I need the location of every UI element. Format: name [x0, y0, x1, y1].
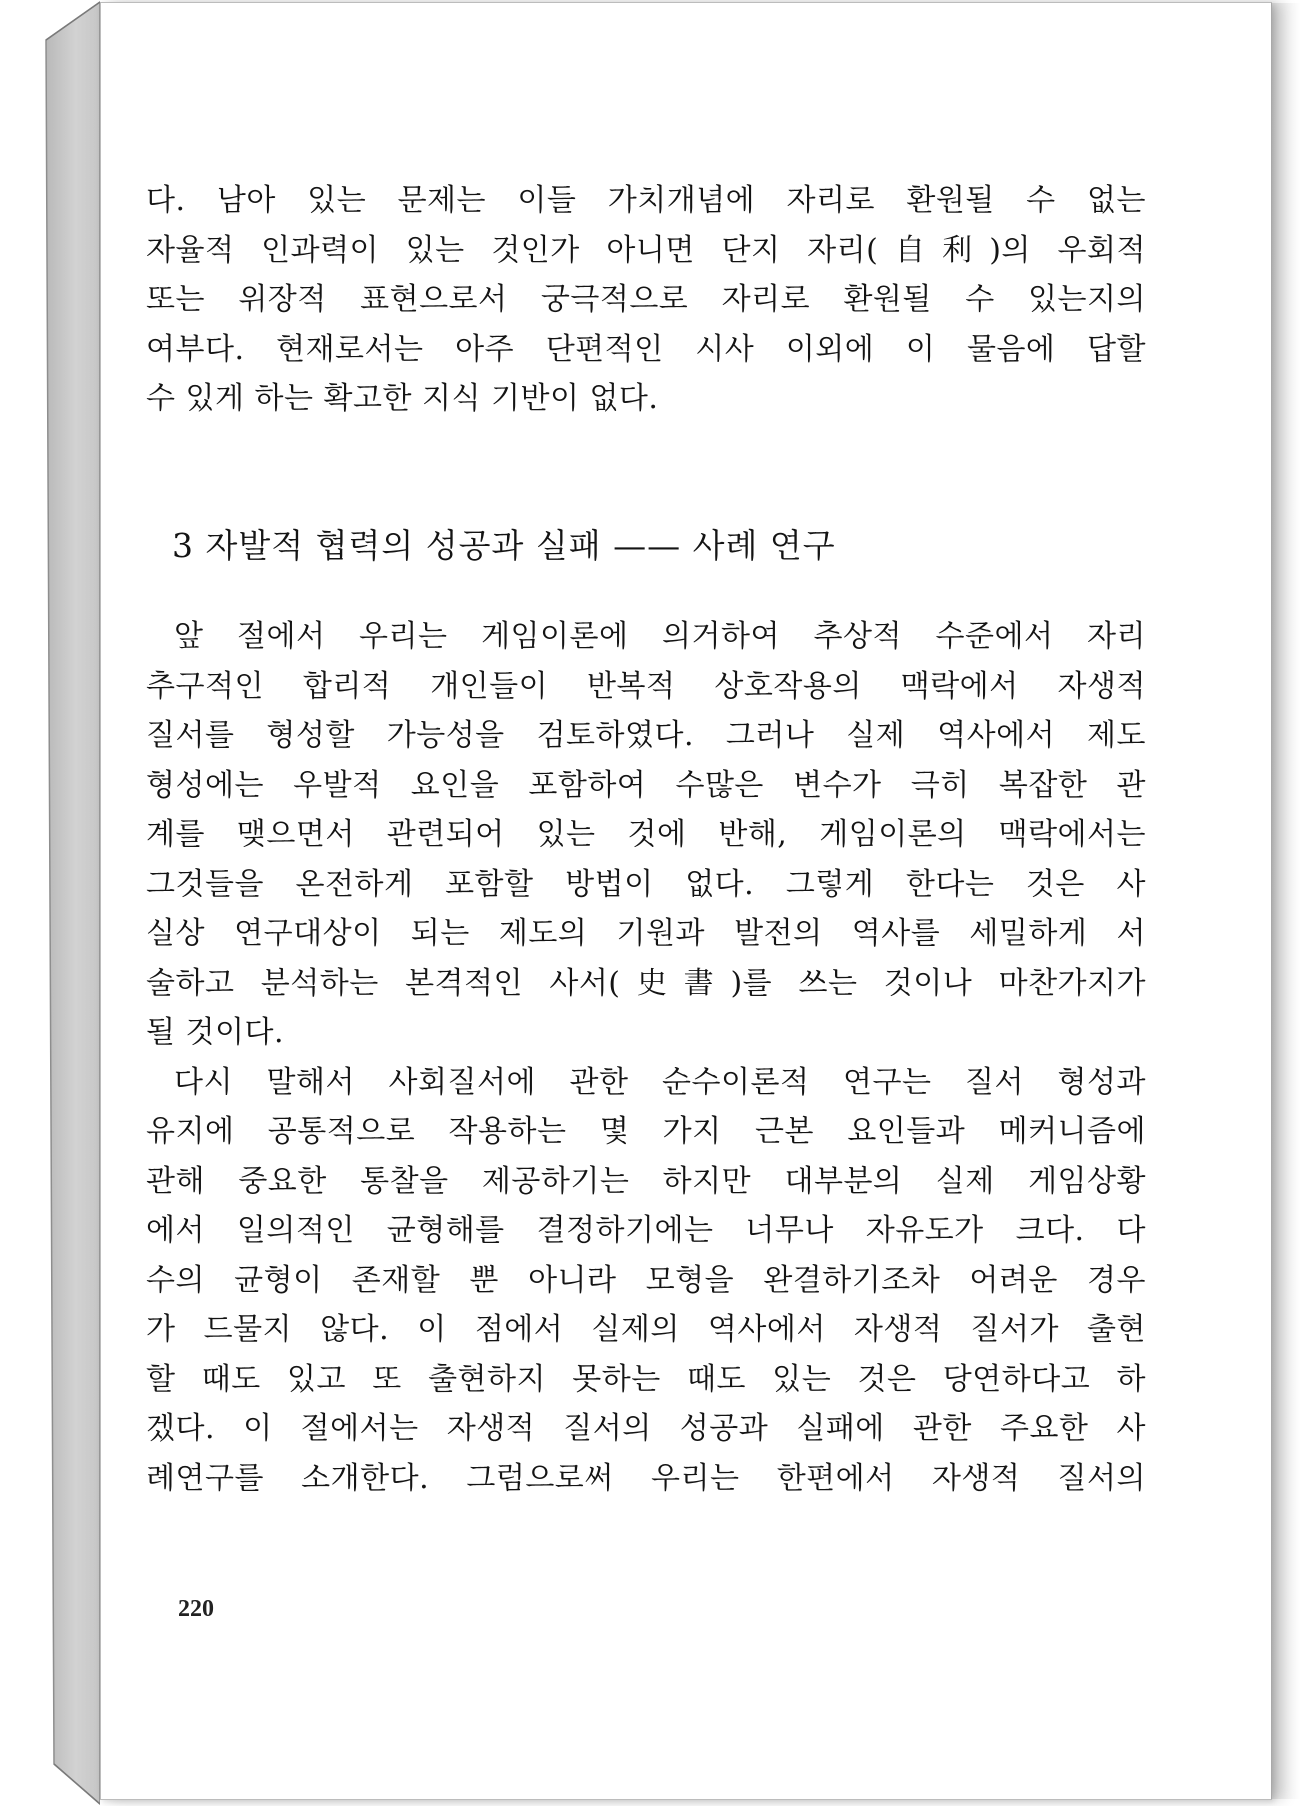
text-line: 질서를 형성할 가능성을 검토하였다. 그러나 실제 역사에서 제도	[146, 718, 1146, 753]
text-line: 다시 말해서 사회질서에 관한 순수이론적 연구는 질서 형성과	[174, 1064, 1146, 1100]
text-line: 수의 균형이 존재할 뿐 아니라 모형을 완결하기조차 어려운 경우	[146, 1262, 1146, 1298]
text-line: 자율적 인과력이 있는 것인가 아니면 단지 자리(自利)의 우회적	[146, 232, 1146, 268]
text-line: 수 있게 하는 확고한 지식 기반이 없다.	[146, 381, 659, 416]
body-paragraphs	[146, 612, 1146, 1503]
text-line: 할 때도 있고 또 출현하지 못하는 때도 있는 것은 당연하다고 하	[146, 1361, 1146, 1397]
text-line: 유지에 공통적으로 작용하는 몇 가지 근본 요인들과 메커니즘에	[146, 1114, 1146, 1149]
page-number: 220	[178, 1596, 214, 1622]
text-line: 그것들을 온전하게 포함할 방법이 없다. 그렇게 한다는 것은 사	[146, 866, 1146, 902]
text-line: 실상 연구대상이 되는 제도의 기원과 발전의 역사를 세밀하게 서	[146, 916, 1146, 951]
text-line: 계를 맺으면서 관련되어 있는 것에 반해, 게임이론의 맥락에서는	[146, 817, 1146, 852]
text-line: 형성에는 우발적 요인을 포함하여 수많은 변수가 극히 복잡한 관	[146, 767, 1146, 803]
book-spine	[0, 0, 100, 1806]
text-line: 앞 절에서 우리는 게임이론에 의거하여 추상적 수준에서 자리	[174, 619, 1146, 654]
text-line: 다. 남아 있는 문제는 이들 가치개념에 자리로 환원될 수 없는	[146, 183, 1146, 218]
text-line: 술하고 분석하는 본격적인 사서(史書)를 쓰는 것이나 마찬가지가	[146, 965, 1146, 1001]
text-line: 추구적인 합리적 개인들이 반복적 상호작용의 맥락에서 자생적	[146, 668, 1146, 704]
text-line: 관해 중요한 통찰을 제공하기는 하지만 대부분의 실제 게임상황	[146, 1163, 1146, 1199]
section-heading: 3 자발적 협력의 성공과 실패 —— 사례 연구	[172, 526, 836, 565]
text-line: 될 것이다.	[146, 1015, 284, 1050]
text-line: 에서 일의적인 균형해를 결정하기에는 너무나 자유도가 크다. 다	[146, 1213, 1146, 1248]
text-line: 겠다. 이 절에서는 자생적 질서의 성공과 실패에 관한 주요한 사	[146, 1411, 1146, 1446]
text-line: 여부다. 현재로서는 아주 단편적인 시사 이외에 이 물음에 답할	[146, 331, 1146, 367]
top-paragraph	[146, 176, 1146, 424]
page-edge-shadow	[1271, 3, 1300, 1799]
text-line: 가 드물지 않다. 이 점에서 실제의 역사에서 자생적 질서가 출현	[146, 1312, 1146, 1347]
text-line: 례연구를 소개한다. 그럼으로써 우리는 한편에서 자생적 질서의	[146, 1460, 1146, 1496]
text-line: 또는 위장적 표현으로서 궁극적으로 자리로 환원될 수 있는지의	[146, 282, 1146, 317]
